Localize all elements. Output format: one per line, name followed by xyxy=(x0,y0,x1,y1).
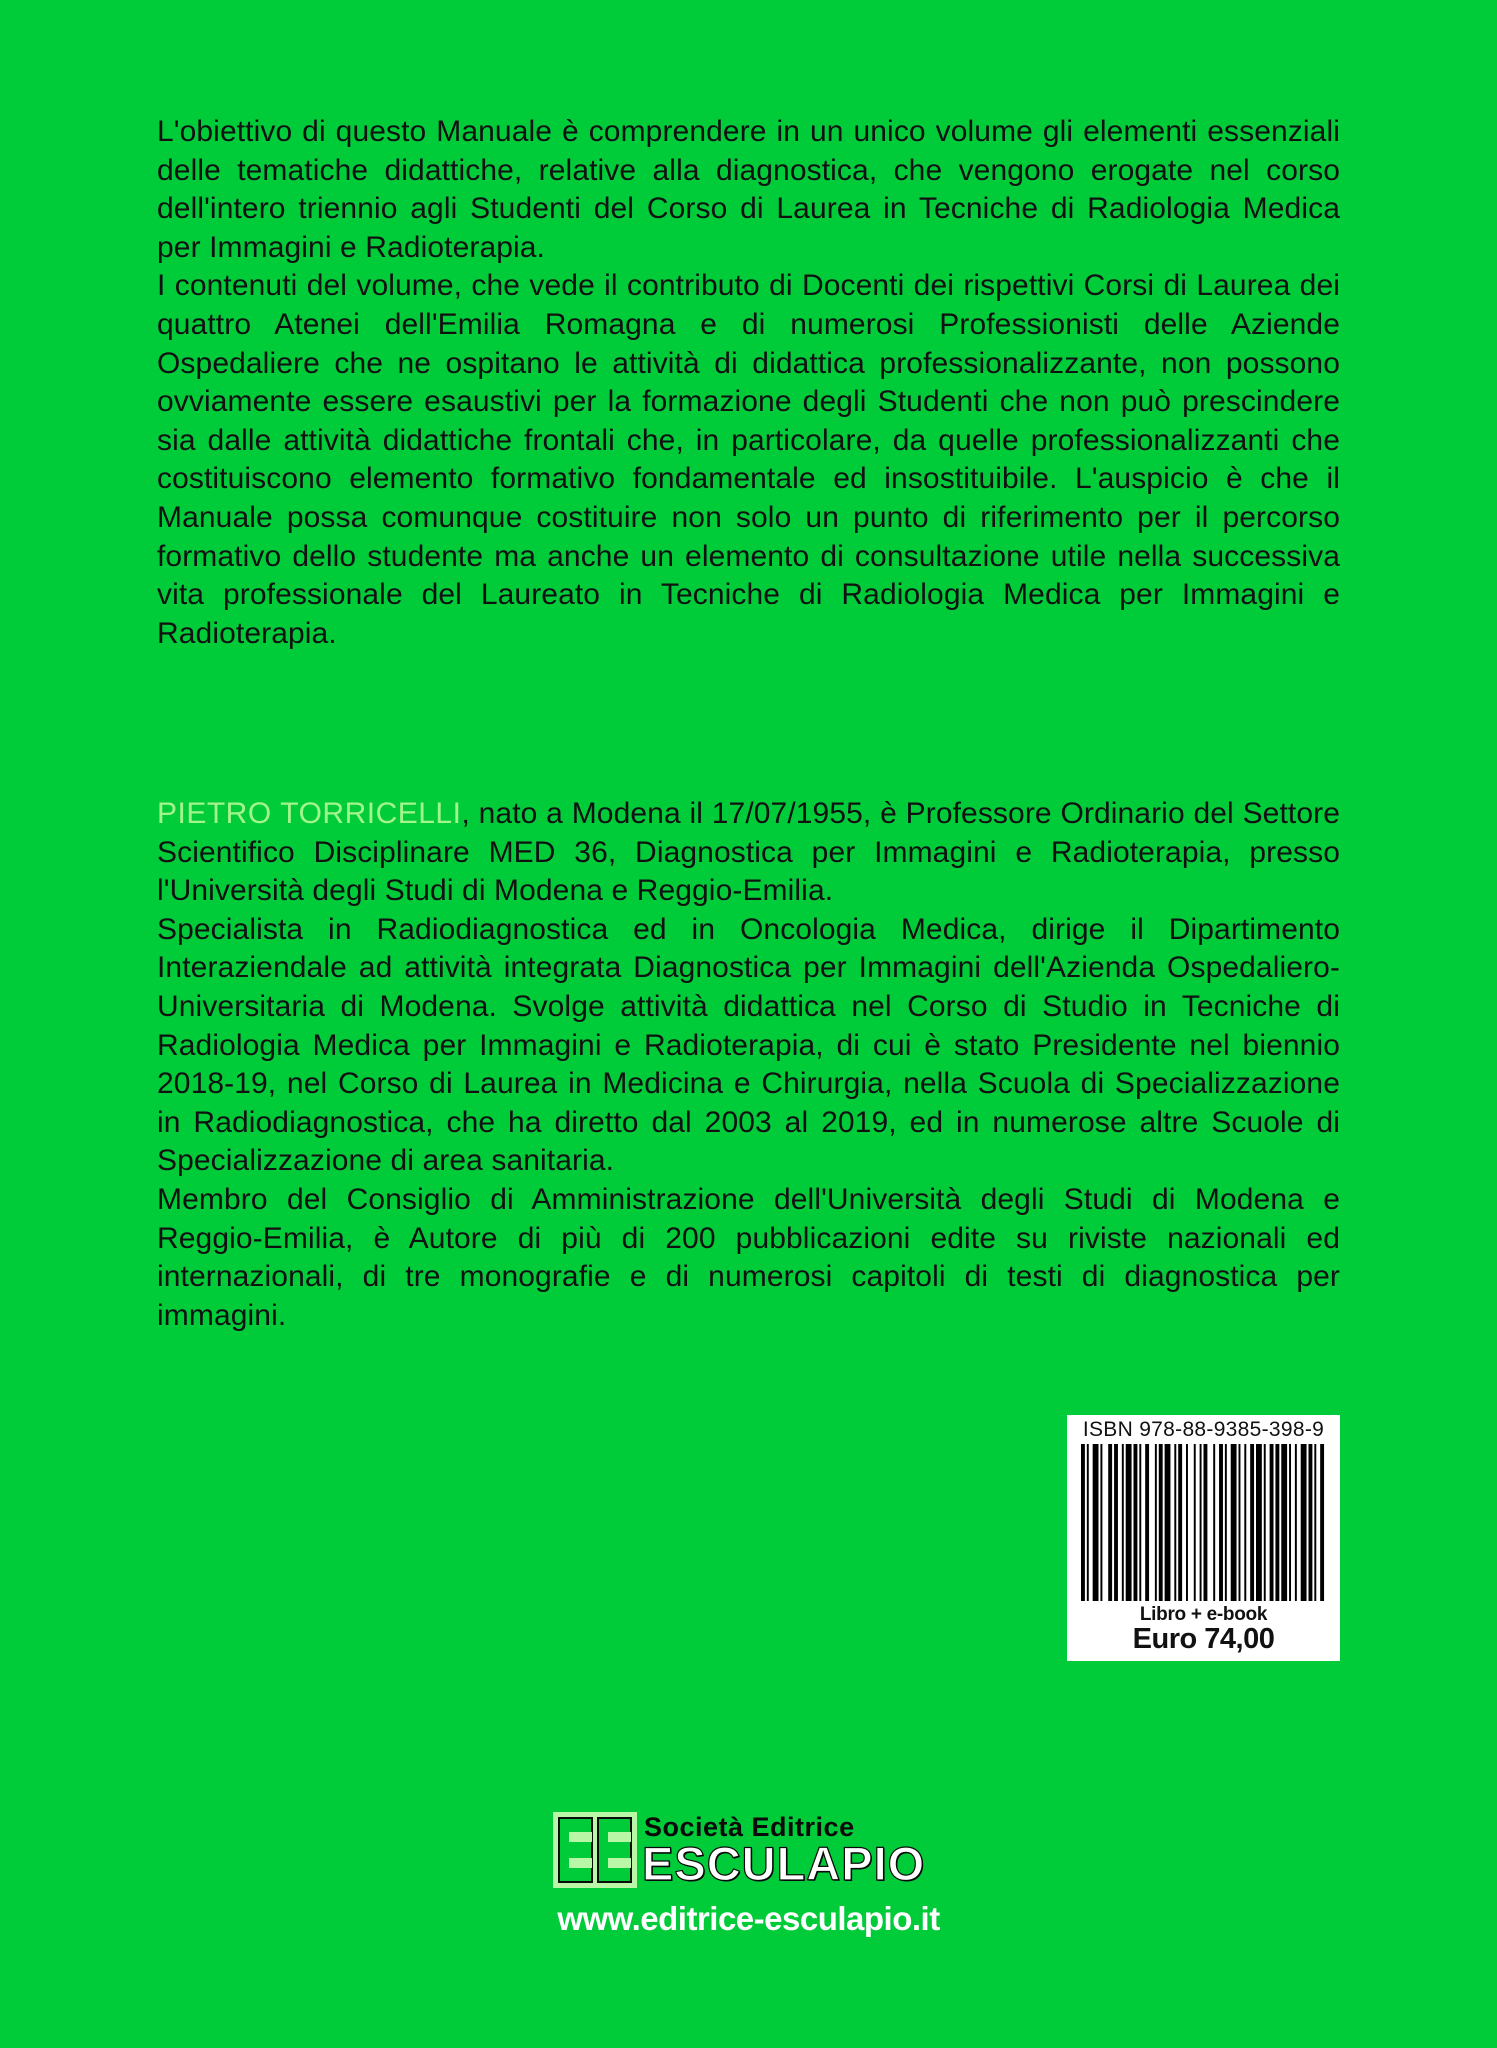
barcode-icon xyxy=(1081,1444,1326,1601)
book-format: Libro + e-book xyxy=(1139,1604,1268,1625)
author-bio xyxy=(157,795,1340,1335)
intro-paragraph-1: L'obiettivo di questo Manuale è comprendere in un unico volume gli elementi essenziali delle tematiche didattiche, relative alla diagnostica, che vengono erogate nel corso dell'intero triennio agli Studenti del Corso di Laurea in Tecniche di Radiologia Medica per Immagini e Radioterapia. xyxy=(157,115,1340,264)
bio-paragraph-1-text: , nato a Modena il 17/07/1955, è Professore Ordinario del Settore Scientifico Disciplinare MED 36, Diagnostica per Immagini e Radioterapia, presso l'Università degli Studi di Modena e Reggio-Emilia. xyxy=(157,797,1340,908)
price: Euro 74,00 xyxy=(1132,1623,1275,1655)
bio-paragraph-3: Membro del Consiglio di Amministrazione dell'Università degli Studi di Modena e Reggio-Emilia, è Autore di più di 200 pubblicazioni edite su riviste nazionali ed internazionali, di tre monografie e di numerosi capitoli di testi di diagnostica per immagini. xyxy=(157,1182,1340,1332)
intro-paragraph-2: I contenuti del volume, che vede il contributo di Docenti dei rispettivi Corsi di Laurea dei quattro Atenei dell'Emilia Romagna e di numerosi Professionisti delle Aziende Ospedaliere che ne ospitano le attività di didattica professionalizzante, non possono ovviamente essere esaustivi per la formazione degli Studenti che non può prescindere sia dalle attività didattiche frontali che, in particolare, da quelle professionalizzanti che costituiscono elemento formativo fondamentale ed insostituibile. L'auspicio è che il Manuale possa comunque costituire non solo un punto di riferimento per il percorso formativo dello studente ma anche un elemento di consultazione utile nella successiva vita professionale del Laureato in Tecniche di Radiologia Medica per Immagini e Radioterapia. xyxy=(157,269,1340,650)
author-name: PIETRO TORRICELLI xyxy=(157,797,462,830)
publisher-website: www.editrice-esculapio.it xyxy=(557,1900,940,1937)
publisher-name-line1: Società Editrice xyxy=(644,1812,855,1842)
isbn-number: ISBN 978-88-9385-398-9 xyxy=(1082,1418,1325,1441)
publisher-name-line2: ESCULAPIO xyxy=(642,1837,926,1890)
bio-paragraph-1 xyxy=(157,795,1340,911)
isbn-box xyxy=(1067,1415,1340,1661)
publisher-logo-icon xyxy=(553,1812,637,1888)
intro-text xyxy=(157,113,1340,653)
publisher-logo xyxy=(553,1812,945,1888)
bio-paragraph-2: Specialista in Radiodiagnostica ed in Oncologia Medica, dirige il Dipartimento Interaziendale ad attività integrata Diagnostica per Immagini dell'Azienda Ospedaliero-Universitaria di Modena. Svolge attività didattica nel Corso di Studio in Tecniche di Radiologia Medica per Immagini e Radioterapia, di cui è stato Presidente nel biennio 2018-19, nel Corso di Laurea in Medicina e Chirurgia, nella Scuola di Specializzazione in Radiodiagnostica, che ha diretto dal 2003 al 2019, ed in numerose altre Scuole di Specializzazione di area sanitaria. xyxy=(157,912,1340,1178)
